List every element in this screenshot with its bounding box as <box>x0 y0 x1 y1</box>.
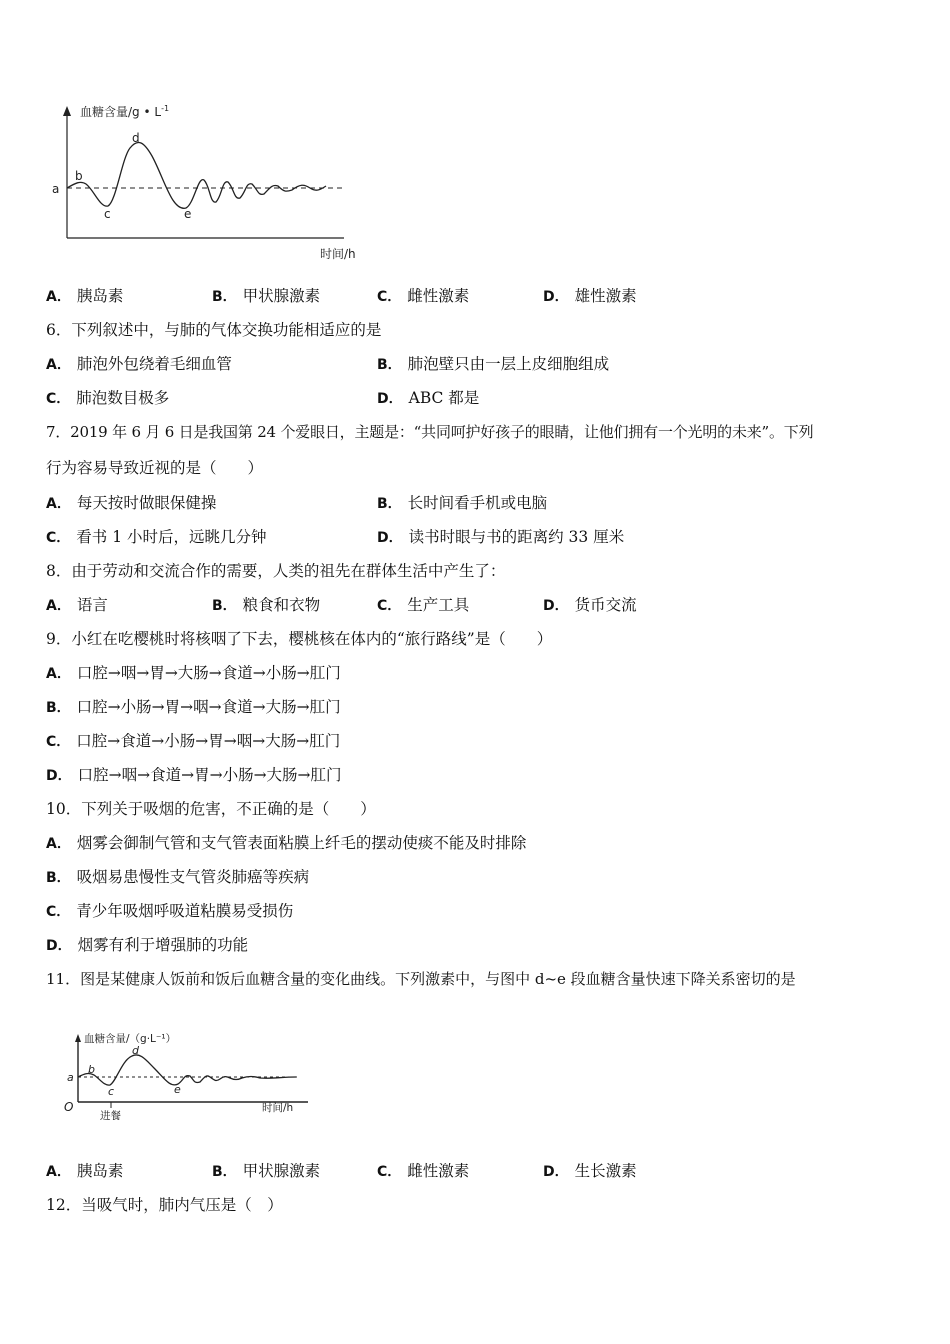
point-a-label: a <box>67 1071 74 1084</box>
q8-option-c[interactable]: C． 生产工具 <box>377 596 470 614</box>
point-c-label: c <box>108 1085 115 1098</box>
q11-option-a[interactable]: A． 胰岛素 <box>46 1162 124 1180</box>
q6-stem: 6．下列叙述中，与肺的气体交换功能相适应的是 <box>46 321 382 339</box>
q8-option-a[interactable]: A． 语言 <box>46 596 108 614</box>
point-d-label: d <box>132 1044 139 1057</box>
y-axis-arrow <box>75 1034 81 1042</box>
q12-stem: 12．当吸气时，肺内气压是（ ） <box>46 1196 283 1214</box>
q11-stem: 11．图是某健康人饭前和饭后血糖含量的变化曲线。下列激素中，与图中 d~e 段血糖含量快速下降关系密切的是 <box>46 970 796 988</box>
point-b-label: b <box>75 169 83 183</box>
q8-option-b[interactable]: B． 粮食和衣物 <box>212 596 321 614</box>
q10-option-c[interactable]: C． 青少年吸烟呼吸道粘膜易受损伤 <box>46 902 294 920</box>
q10-stem: 10．下列关于吸烟的危害，不正确的是（ ） <box>46 800 376 818</box>
y-axis-label: 血糖含量/g • $L^{-1}$ <box>80 104 170 119</box>
q5-option-d[interactable]: D． 雄性激素 <box>543 287 637 305</box>
blood-sugar-curve <box>78 1055 296 1085</box>
point-c-label: c <box>104 207 111 221</box>
q11-option-c[interactable]: C． 雌性激素 <box>377 1162 470 1180</box>
q6-option-c[interactable]: C． 肺泡数目极多 <box>46 389 170 407</box>
point-e-label: e <box>174 1083 181 1096</box>
q11-option-d[interactable]: D． 生长激素 <box>543 1162 637 1180</box>
point-e-label: e <box>184 207 192 221</box>
q6-option-a[interactable]: A． 肺泡外包绕着毛细血管 <box>46 355 232 373</box>
q5-option-b[interactable]: B． 甲状腺激素 <box>212 287 321 305</box>
x-axis-label: 时间/h <box>262 1102 294 1114</box>
q7-stem-line1: 7．2019 年 6 月 6 日是我国第 24 个爱眼日，主题是：“共同呵护好孩子的眼睛，让他们拥有一个光明的未来”。下列 <box>46 423 814 441</box>
point-b-label: b <box>88 1063 95 1076</box>
q10-option-b[interactable]: B． 吸烟易患慢性支气管炎肺癌等疾病 <box>46 868 310 886</box>
q9-option-c[interactable]: C． 口腔→食道→小肠→胃→咽→大肠→肛门 <box>46 732 341 750</box>
q8-option-d[interactable]: D． 货币交流 <box>543 596 637 614</box>
q5-option-c[interactable]: C． 雌性激素 <box>377 287 470 305</box>
blood-sugar-chart-1 <box>46 100 376 270</box>
q6-option-d[interactable]: D． ABC 都是 <box>377 389 480 407</box>
q7-option-c[interactable]: C． 看书 1 小时后，远眺几分钟 <box>46 528 267 546</box>
blood-sugar-chart-2 <box>60 1030 320 1120</box>
q7-option-d[interactable]: D． 读书时眼与书的距离约 33 厘米 <box>377 528 625 546</box>
q5-option-a[interactable]: A． 胰岛素 <box>46 287 124 305</box>
y-axis-label: 血糖含量/（g·L⁻¹） <box>84 1033 177 1045</box>
q9-stem: 9．小红在吃樱桃时将核咽了下去，樱桃核在体内的“旅行路线”是（ ） <box>46 630 553 648</box>
q7-stem-line2: 行为容易导致近视的是（ ） <box>46 459 264 477</box>
x-axis-label: 时间/h <box>320 247 356 261</box>
origin-label: O <box>64 1100 74 1114</box>
q11-option-b[interactable]: B． 甲状腺激素 <box>212 1162 321 1180</box>
blood-sugar-curve <box>67 142 326 208</box>
point-d-label: d <box>132 131 140 145</box>
meal-label: 进餐 <box>100 1110 121 1120</box>
q7-option-b[interactable]: B． 长时间看手机或电脑 <box>377 494 548 512</box>
q9-option-b[interactable]: B． 口腔→小肠→胃→咽→食道→大肠→肛门 <box>46 698 341 716</box>
q6-option-b[interactable]: B． 肺泡壁只由一层上皮细胞组成 <box>377 355 610 373</box>
q8-stem: 8．由于劳动和交流合作的需要，人类的祖先在群体生活中产生了： <box>46 562 506 580</box>
point-a-label: a <box>52 182 60 196</box>
q10-option-d[interactable]: D． 烟雾有利于增强肺的功能 <box>46 936 249 954</box>
q10-option-a[interactable]: A． 烟雾会御制气管和支气管表面粘膜上纤毛的摆动使痰不能及时排除 <box>46 834 527 852</box>
q9-option-d[interactable]: D． 口腔→咽→食道→胃→小肠→大肠→肛门 <box>46 766 342 784</box>
q7-option-a[interactable]: A． 每天按时做眼保健操 <box>46 494 217 512</box>
y-axis-arrow <box>63 106 71 116</box>
q9-option-a[interactable]: A． 口腔→咽→胃→大肠→食道→小肠→肛门 <box>46 664 341 682</box>
